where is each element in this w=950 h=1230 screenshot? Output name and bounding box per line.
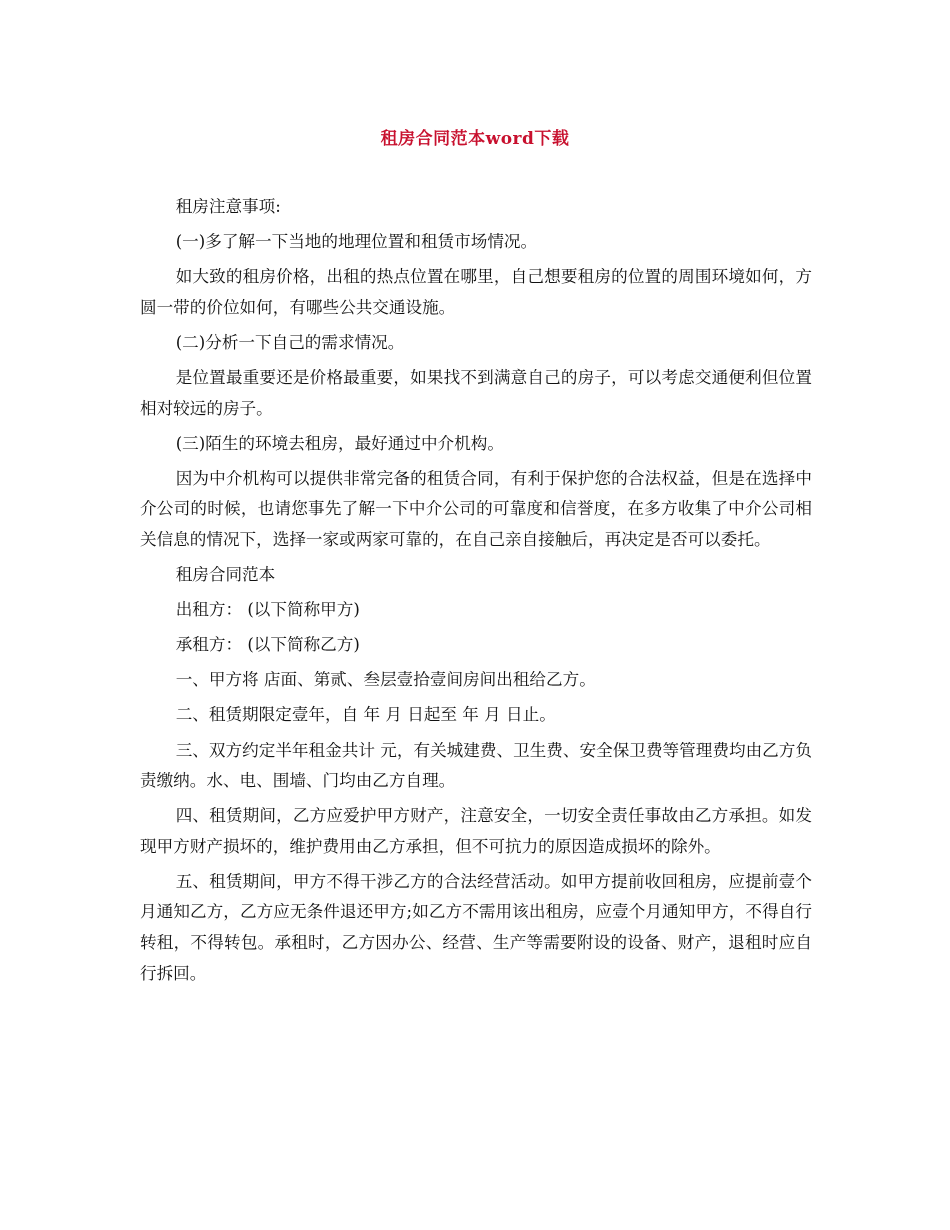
paragraph: 承租方： (以下简称乙方): [175, 635, 360, 655]
paragraph: 出租方： (以下简称甲方): [175, 600, 360, 620]
paragraph: 三、双方约定半年租金共计 元，有关城建费、卫生费、安全保卫费等管理费均由乙方负责缴纳。水、电、围墙、门均由乙方自理。: [140, 740, 812, 791]
paragraph: 四、租赁期间，乙方应爱护甲方财产，注意安全，一切安全责任事故由乙方承担。如发现甲方财产损坏的，维护费用由乙方承担，但不可抗力的原因造成损坏的除外。: [140, 806, 812, 856]
document-body: [140, 192, 812, 994]
paragraph: (一)多了解一下当地的地理位置和租赁市场情况。: [175, 232, 538, 252]
paragraph: 五、租赁期间，甲方不得干涉乙方的合法经营活动。如甲方提前收回租房，应提前壹个月通知乙方，乙方应无条件退还甲方;如乙方不需用该出租房，应壹个月通知甲方，不得自行转租，不得转包。承租时，乙方因办公、经营、生产等需要附设的设备、财产，退租时应自行拆回。: [140, 871, 812, 983]
paragraph: 如大致的租房价格，出租的热点位置在哪里，自己想要租房的位置的周围环境如何，方圆一带的价位如何，有哪些公共交通设施。: [140, 267, 812, 317]
paragraph: 是位置最重要还是价格最重要，如果找不到满意自己的房子，可以考虑交通便利但位置相对较远的房子。: [140, 367, 812, 418]
document-title: 租房合同范本word下载: [380, 129, 570, 149]
paragraph: 租房注意事项:: [175, 197, 281, 216]
paragraph: 因为中介机构可以提供非常完备的租赁合同，有利于保护您的合法权益，但是在选择中介公司的时候，也请您事先了解一下中介公司的可靠度和信誉度，在多方收集了中介公司相关信息的情况下，选择一家或两家可靠的，在自己亲自接触后，再决定是否可以委托。: [140, 468, 812, 549]
paragraph: 一、甲方将 店面、第贰、叁层壹拾壹间房间出租给乙方。: [175, 670, 596, 690]
paragraph: 租房合同范本: [175, 565, 276, 585]
paragraph: (二)分析一下自己的需求情况。: [175, 332, 405, 352]
paragraph: 二、租赁期限定壹年，自 年 月 日起至 年 月 日止。: [175, 705, 556, 725]
paragraph: (三)陌生的环境去租房，最好通过中介机构。: [175, 433, 504, 453]
